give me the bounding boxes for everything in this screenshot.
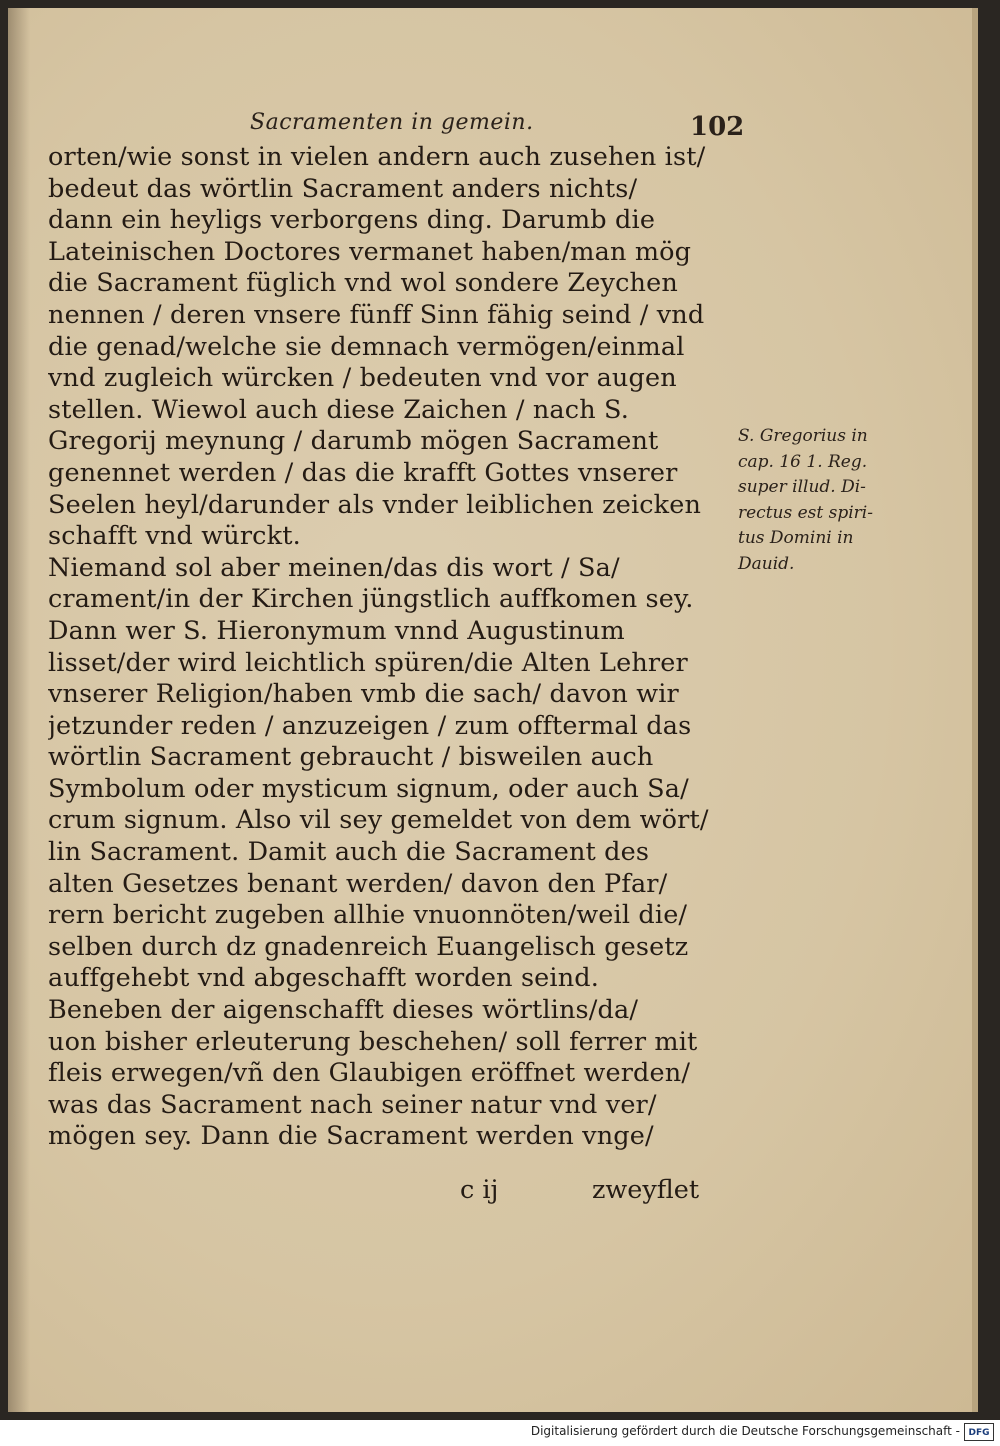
text-line: mögen sey. Dann die Sacrament werden vnge/ xyxy=(48,1121,654,1152)
text-line: die genad/welche sie demnach vermögen/einmal xyxy=(48,331,685,362)
text-line: crum signum. Also vil sey gemeldet von dem wört/ xyxy=(48,805,709,836)
text-line: wörtlin Sacrament gebraucht / bisweilen auch xyxy=(48,742,654,773)
footer-credit: Digitalisierung gefördert durch die Deutsche Forschungsgemeinschaft - xyxy=(530,1424,960,1438)
margin-note-line: tus Domini in xyxy=(738,528,854,548)
text-line: Beneben der aigenschafft dieses wörtlins/da/ xyxy=(48,995,639,1026)
catchword: zweyflet xyxy=(592,1175,700,1205)
margin-note-line: Dauid. xyxy=(738,553,795,574)
text-line: nennen / deren vnsere fünff Sinn fähig seind / vnd xyxy=(48,299,705,330)
text-line: lin Sacrament. Damit auch die Sacrament des xyxy=(48,837,650,868)
margin-note xyxy=(738,424,938,577)
text-line: auffgehebt vnd abgeschafft worden seind. xyxy=(48,963,600,994)
text-line: Niemand sol aber meinen/das dis wort / Sa/ xyxy=(48,552,620,583)
text-line: orten/wie sonst in vielen andern auch zusehen ist/ xyxy=(48,142,706,172)
text-line: jetzunder reden / anzuzeigen / zum offtermal das xyxy=(48,710,692,741)
text-line: die Sacrament füglich vnd wol sondere Zeychen xyxy=(48,268,678,299)
text-line: schafft vnd würckt. xyxy=(48,521,301,552)
text-line: Dann wer S. Hieronymum vnnd Augustinum xyxy=(48,615,625,646)
text-line: stellen. Wiewol auch diese Zaichen / nach S. xyxy=(48,394,629,425)
text-line: fleis erwegen/vñ den Glaubigen eröffnet werden/ xyxy=(48,1058,691,1089)
text-line: bedeut das wörtlin Sacrament anders nichts/ xyxy=(48,173,638,204)
footer xyxy=(0,1420,1000,1446)
text-line: Gregorij meynung / darumb mögen Sacrament xyxy=(48,426,659,457)
text-line: was das Sacrament nach seiner natur vnd ver/ xyxy=(48,1089,657,1120)
text-line: Symbolum oder mysticum signum, oder auch Sa/ xyxy=(48,773,689,804)
text-line: rern bericht zugeben allhie vnuonnöten/weil die/ xyxy=(48,900,688,931)
text-line: selben durch dz gnadenreich Euangelisch gesetz xyxy=(48,931,689,962)
body-text xyxy=(48,142,738,1153)
running-head: Sacramenten in gemein. xyxy=(250,110,534,135)
text-line: Seelen heyl/darunder als vnder leiblichen zeicken xyxy=(48,489,702,520)
text-line: alten Gesetzes benant werden/ davon den Pfar/ xyxy=(48,868,668,899)
text-line: crament/in der Kirchen jüngstlich auffkomen sey. xyxy=(48,584,694,615)
margin-note-line: rectus est spiri- xyxy=(738,502,873,523)
signature-mark: c ij xyxy=(460,1175,499,1205)
spine-shadow xyxy=(8,8,30,1412)
text-line: vnd zugleich würcken / bedeuten vnd vor augen xyxy=(48,363,677,394)
text-line: uon bisher erleuterung beschehen/ soll ferrer mit xyxy=(48,1026,698,1057)
text-line: genennet werden / das die krafft Gottes vnserer xyxy=(48,457,678,488)
margin-note-line: cap. 16 1. Reg. xyxy=(738,451,868,472)
page-number: 102 xyxy=(690,112,745,142)
margin-note-line: super illud. Di- xyxy=(738,477,866,497)
text-line: dann ein heyligs verborgens ding. Darumb die xyxy=(48,205,656,236)
margin-note-line: S. Gregorius in xyxy=(738,426,868,446)
text-line: lisset/der wird leichtlich spüren/die Alten Lehrer xyxy=(48,647,688,678)
dfg-logo-icon: DFG xyxy=(964,1423,994,1441)
text-line: Lateinischen Doctores vermanet haben/man mög xyxy=(48,236,692,267)
text-line: vnserer Religion/haben vmb die sach/ davon wir xyxy=(48,679,679,710)
